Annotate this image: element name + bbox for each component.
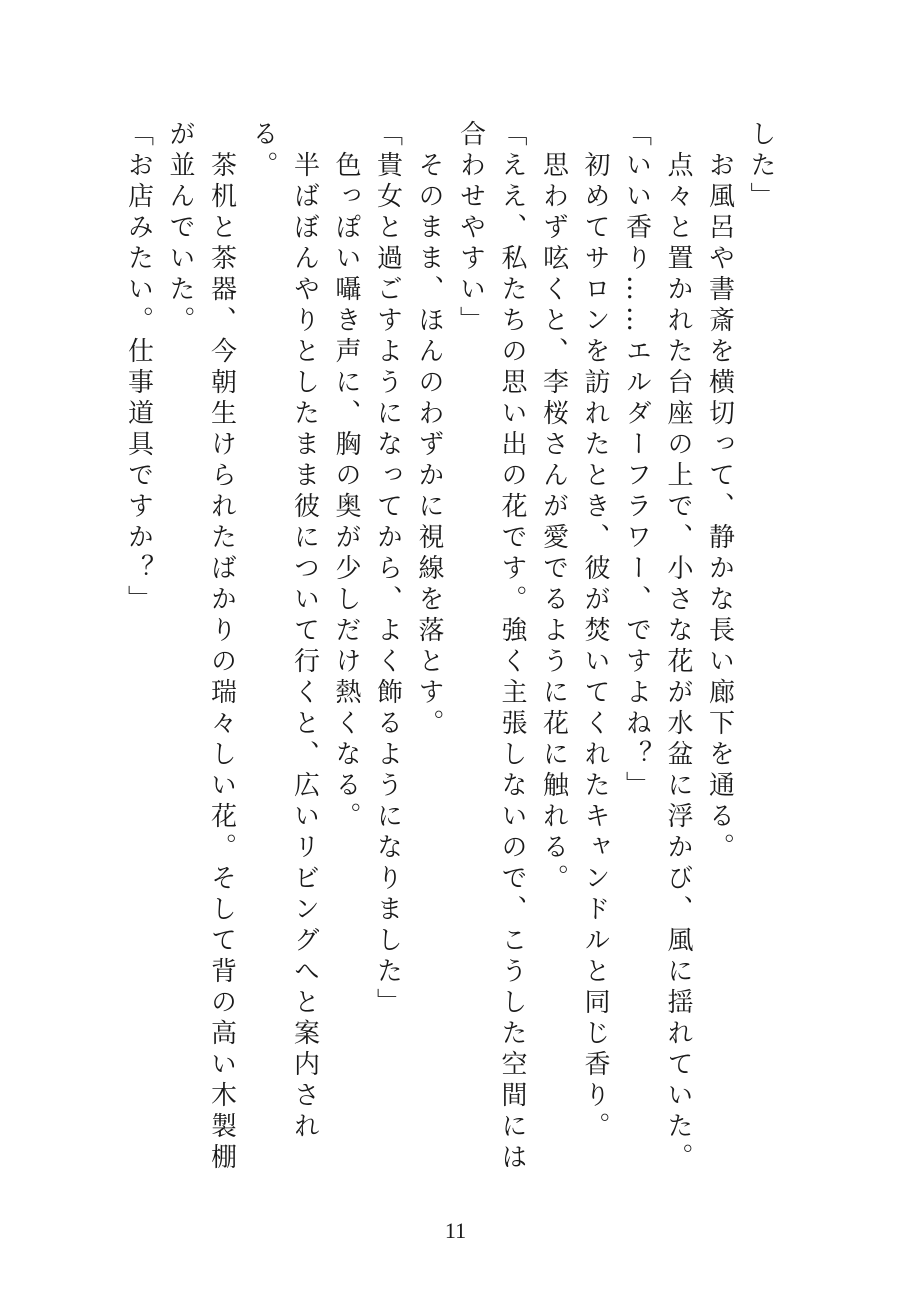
text-line: 「ええ、私たちの思い出の花です。強く主張しないので、こうした空間には	[497, 120, 527, 1174]
vertical-text-body	[117, 120, 781, 1174]
text-line: 合わせやすい」	[455, 120, 486, 337]
text-line: 「お店みたい。仕事道具ですか？」	[123, 120, 154, 616]
text-line: 初めてサロンを訪れたとき、彼が焚いてくれたキャンドルと同じ香り。	[580, 120, 610, 1143]
text-line: 「貴女と過ごすようになってから、よく飾るようになりました」	[372, 120, 403, 1019]
text-line: る。	[248, 120, 278, 182]
text-line: 茶机と茶器、今朝生けられたばかりの瑞々しい花。そして背の高い木製棚	[206, 120, 237, 1174]
text-line: が並んでいた。	[165, 120, 195, 337]
text-line: そのまま、ほんのわずかに視線を落とす。	[414, 120, 444, 740]
text-line: お風呂や書斎を横切って、静かな長い廊下を通る。	[704, 120, 735, 864]
text-line: 「いい香り……エルダーフラワー、ですよね？」	[621, 120, 652, 802]
text-line: 半ばぼんやりとしたまま彼について行くと、広いリビングへと案内され	[289, 120, 320, 1143]
text-line: 色っぽい囁き声に、胸の奥が少しだけ熱くなる。	[331, 120, 361, 833]
page-number: 11	[444, 1218, 467, 1243]
text-line: 点々と置かれた台座の上で、小さな花が水盆に浮かび、風に揺れていた。	[663, 120, 693, 1174]
text-line: 思わず呟くと、李桜さんが愛でるように花に触れる。	[538, 120, 569, 895]
text-line: した」	[746, 120, 776, 213]
